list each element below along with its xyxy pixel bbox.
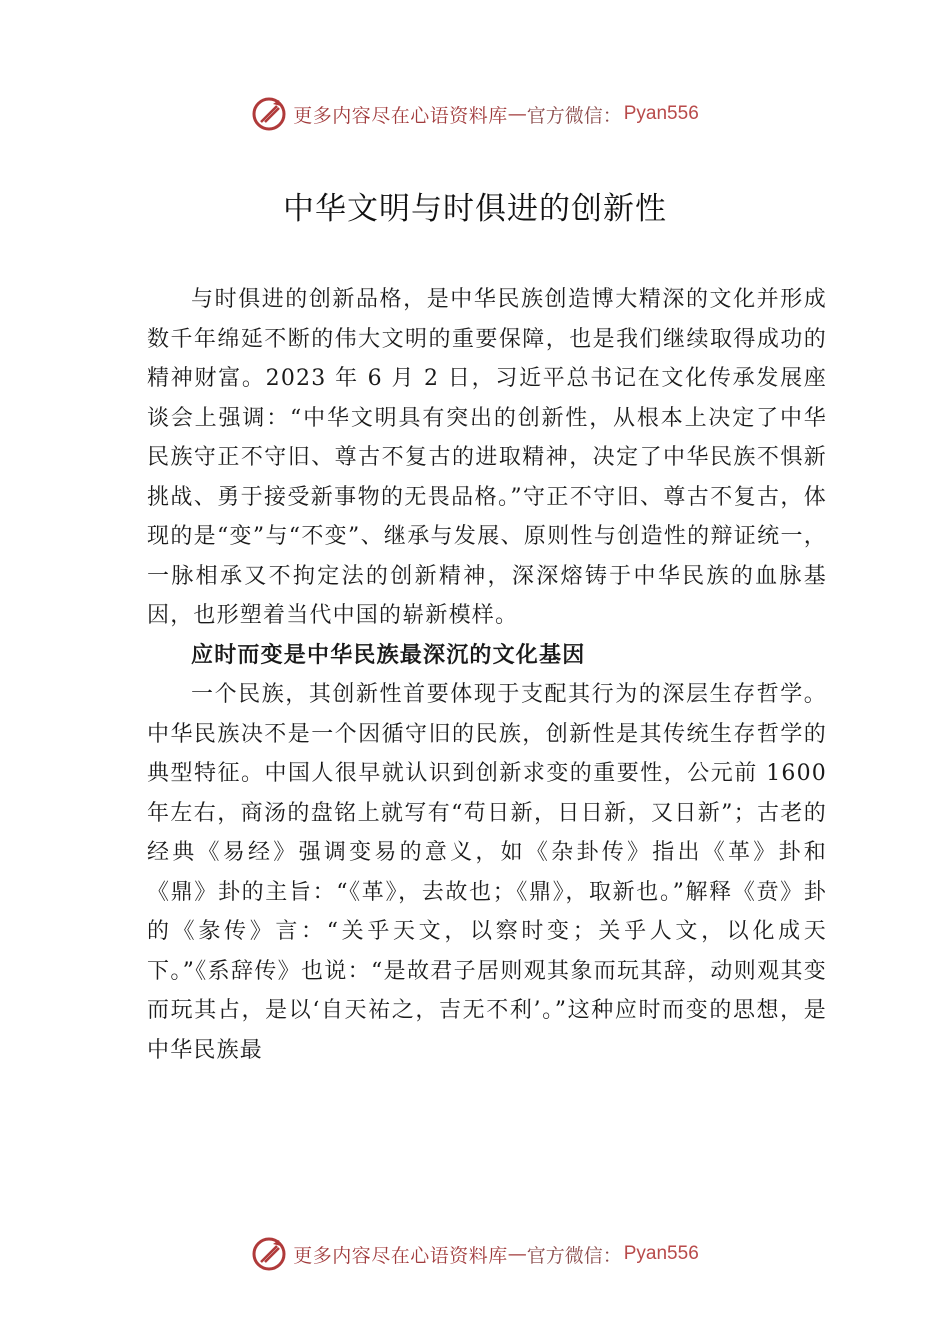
banner-separator: —: [507, 103, 527, 125]
header-banner: [0, 94, 950, 134]
section-heading: 应时而变是中华民族最深沉的文化基因: [191, 641, 586, 668]
paragraph-2: 一个民族，其创新性首要体现于支配其行为的深层生存哲学。中华民族决不是一个因循守旧的民族，创新性是其传统生存哲学的典型特征。中国人很早就认识到创新求变的重要性，公元前 1600 年左右，商汤的盘铭上就写有“苟日新，日日新，又日新”；古老的经典《易经》强调变易的意义，如《杂卦传》指出《革》卦和《鼎》卦的主旨：“《革》，去故也；《鼎》，取新也。”解释《贲》卦的《彖传》言：“关乎天文，以察时变；关乎人文，以化成天下。”《系辞传》也说：“是故君子居则观其象而玩其辞，动则观其变而玩其占，是以‘自天祐之，吉无不利’。”这种应时而变的思想，是中华民族最: [147, 682, 827, 1063]
logo-icon: [251, 1236, 287, 1272]
article-body: [147, 280, 827, 1070]
logo-icon: [251, 96, 287, 132]
banner-wechat-id: Pyan556: [623, 1243, 699, 1264]
banner-text: 更多内容尽在心语资料库: [293, 1244, 508, 1267]
banner-wechat-label: 官方微信：: [526, 1244, 622, 1267]
banner-separator: —: [507, 1243, 527, 1265]
paragraph-1: 与时俱进的创新品格，是中华民族创造博大精深的文化并形成数千年绵延不断的伟大文明的重要保障，也是我们继续取得成功的精神财富。2023 年 6 月 2 日，习近平总书记在文化传承发展座谈会上强调：“中华文明具有突出的创新性，从根本上决定了中华民族守正不守旧、尊古不复古的进取精神，决定了中华民族不惧新挑战、勇于接受新事物的无畏品格。”守正不守旧、尊古不复古，体现的是“变”与“不变”、继承与发展、原则性与创造性的辩证统一，一脉相承又不拘定法的创新精神，深深熔铸于中华民族的血脉基因，也形塑着当代中国的崭新模样。: [147, 287, 827, 628]
document-title: 中华文明与时俱进的创新性: [283, 191, 667, 227]
footer-banner: [0, 1234, 950, 1274]
banner-wechat-label: 官方微信：: [526, 104, 622, 127]
banner-wechat-id: Pyan556: [623, 103, 699, 124]
banner-text: 更多内容尽在心语资料库: [293, 104, 508, 127]
